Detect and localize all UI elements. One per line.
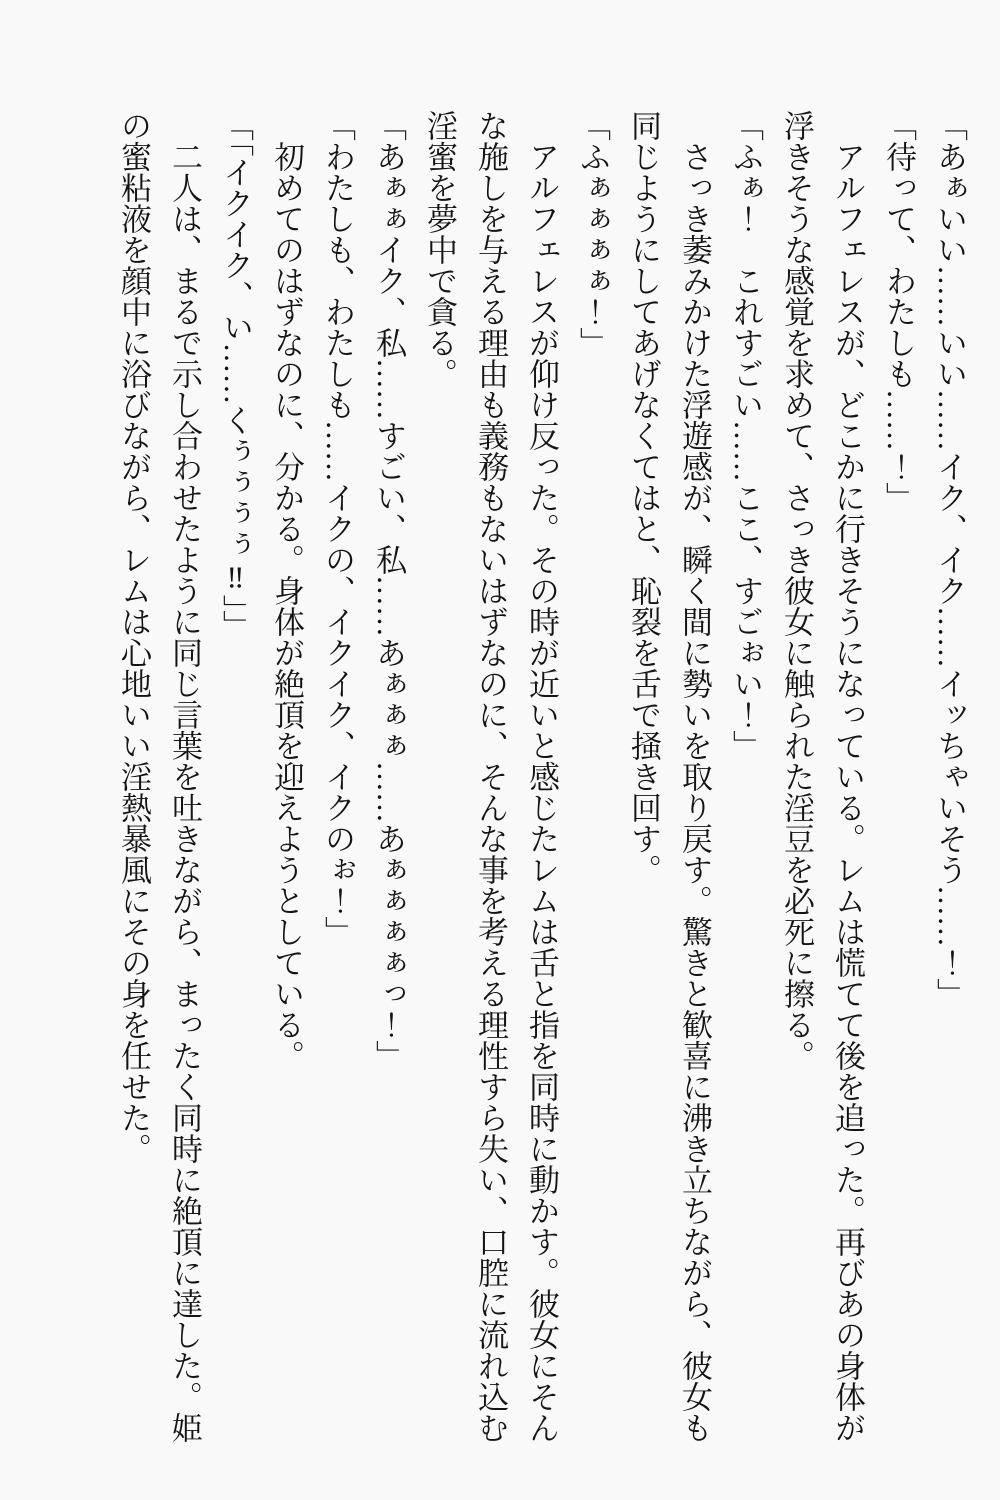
dialogue-line: 「ふぁ！ これすごい……ここ、すごぉい！」 [728, 110, 763, 761]
narrative-paragraph: さっき萎みかけた浮遊感が、瞬く間に勢いを取り戻す。驚きと歓喜に沸き立ちながら、彼女も同じようにしてあげなくてはと、恥裂を舌で掻き回す。 [626, 110, 712, 1443]
narrative-paragraph: 初めてのはずなのに、分かる。身体が絶頂を迎えようとしている。 [269, 110, 304, 1071]
dialogue-line: 「あぁいい……いい……イク、イク……イッちゃいそう……！」 [932, 110, 967, 1009]
dialogue-line: 「「イクイク、い……くぅぅぅぅ‼」」 [218, 110, 253, 641]
dialogue-line: 「あぁぁイク、私……すごい、私……あぁぁぁ……あぁぁぁぁっ！」 [371, 110, 406, 1071]
narrative-paragraph: 二人は、まるで示し合わせたように同じ言葉を吐きながら、まったく同時に絶頂に達した。姫の蜜粘液を顔中に浴びながら、レムは心地いい淫熱暴風にその身を任せた。 [116, 110, 202, 1443]
narrative-paragraph: アルフェレスが仰け反った。その時が近いと感じたレムは舌と指を同時に動かす。彼女にそんな施しを与える理由も義務もないはずなのに、そんな事を考える理性すら失い、口腔に流れ込む淫蜜を夢中で貪る。 [422, 110, 559, 1443]
novel-page [108, 110, 975, 1443]
dialogue-line: 「ふぁぁぁぁ！」 [575, 110, 610, 358]
dialogue-line: 「わたしも、わたしも……イクの、イクイク、イクのぉ！」 [320, 110, 355, 947]
narrative-paragraph: アルフェレスが、どこかに行きそうになっている。レムは慌てて後を追った。再びあの身体が浮きそうな感覚を求めて、さっき彼女に触られた淫豆を必死に擦る。 [779, 110, 865, 1443]
dialogue-line: 「待って、わたしも……！」 [881, 110, 916, 513]
